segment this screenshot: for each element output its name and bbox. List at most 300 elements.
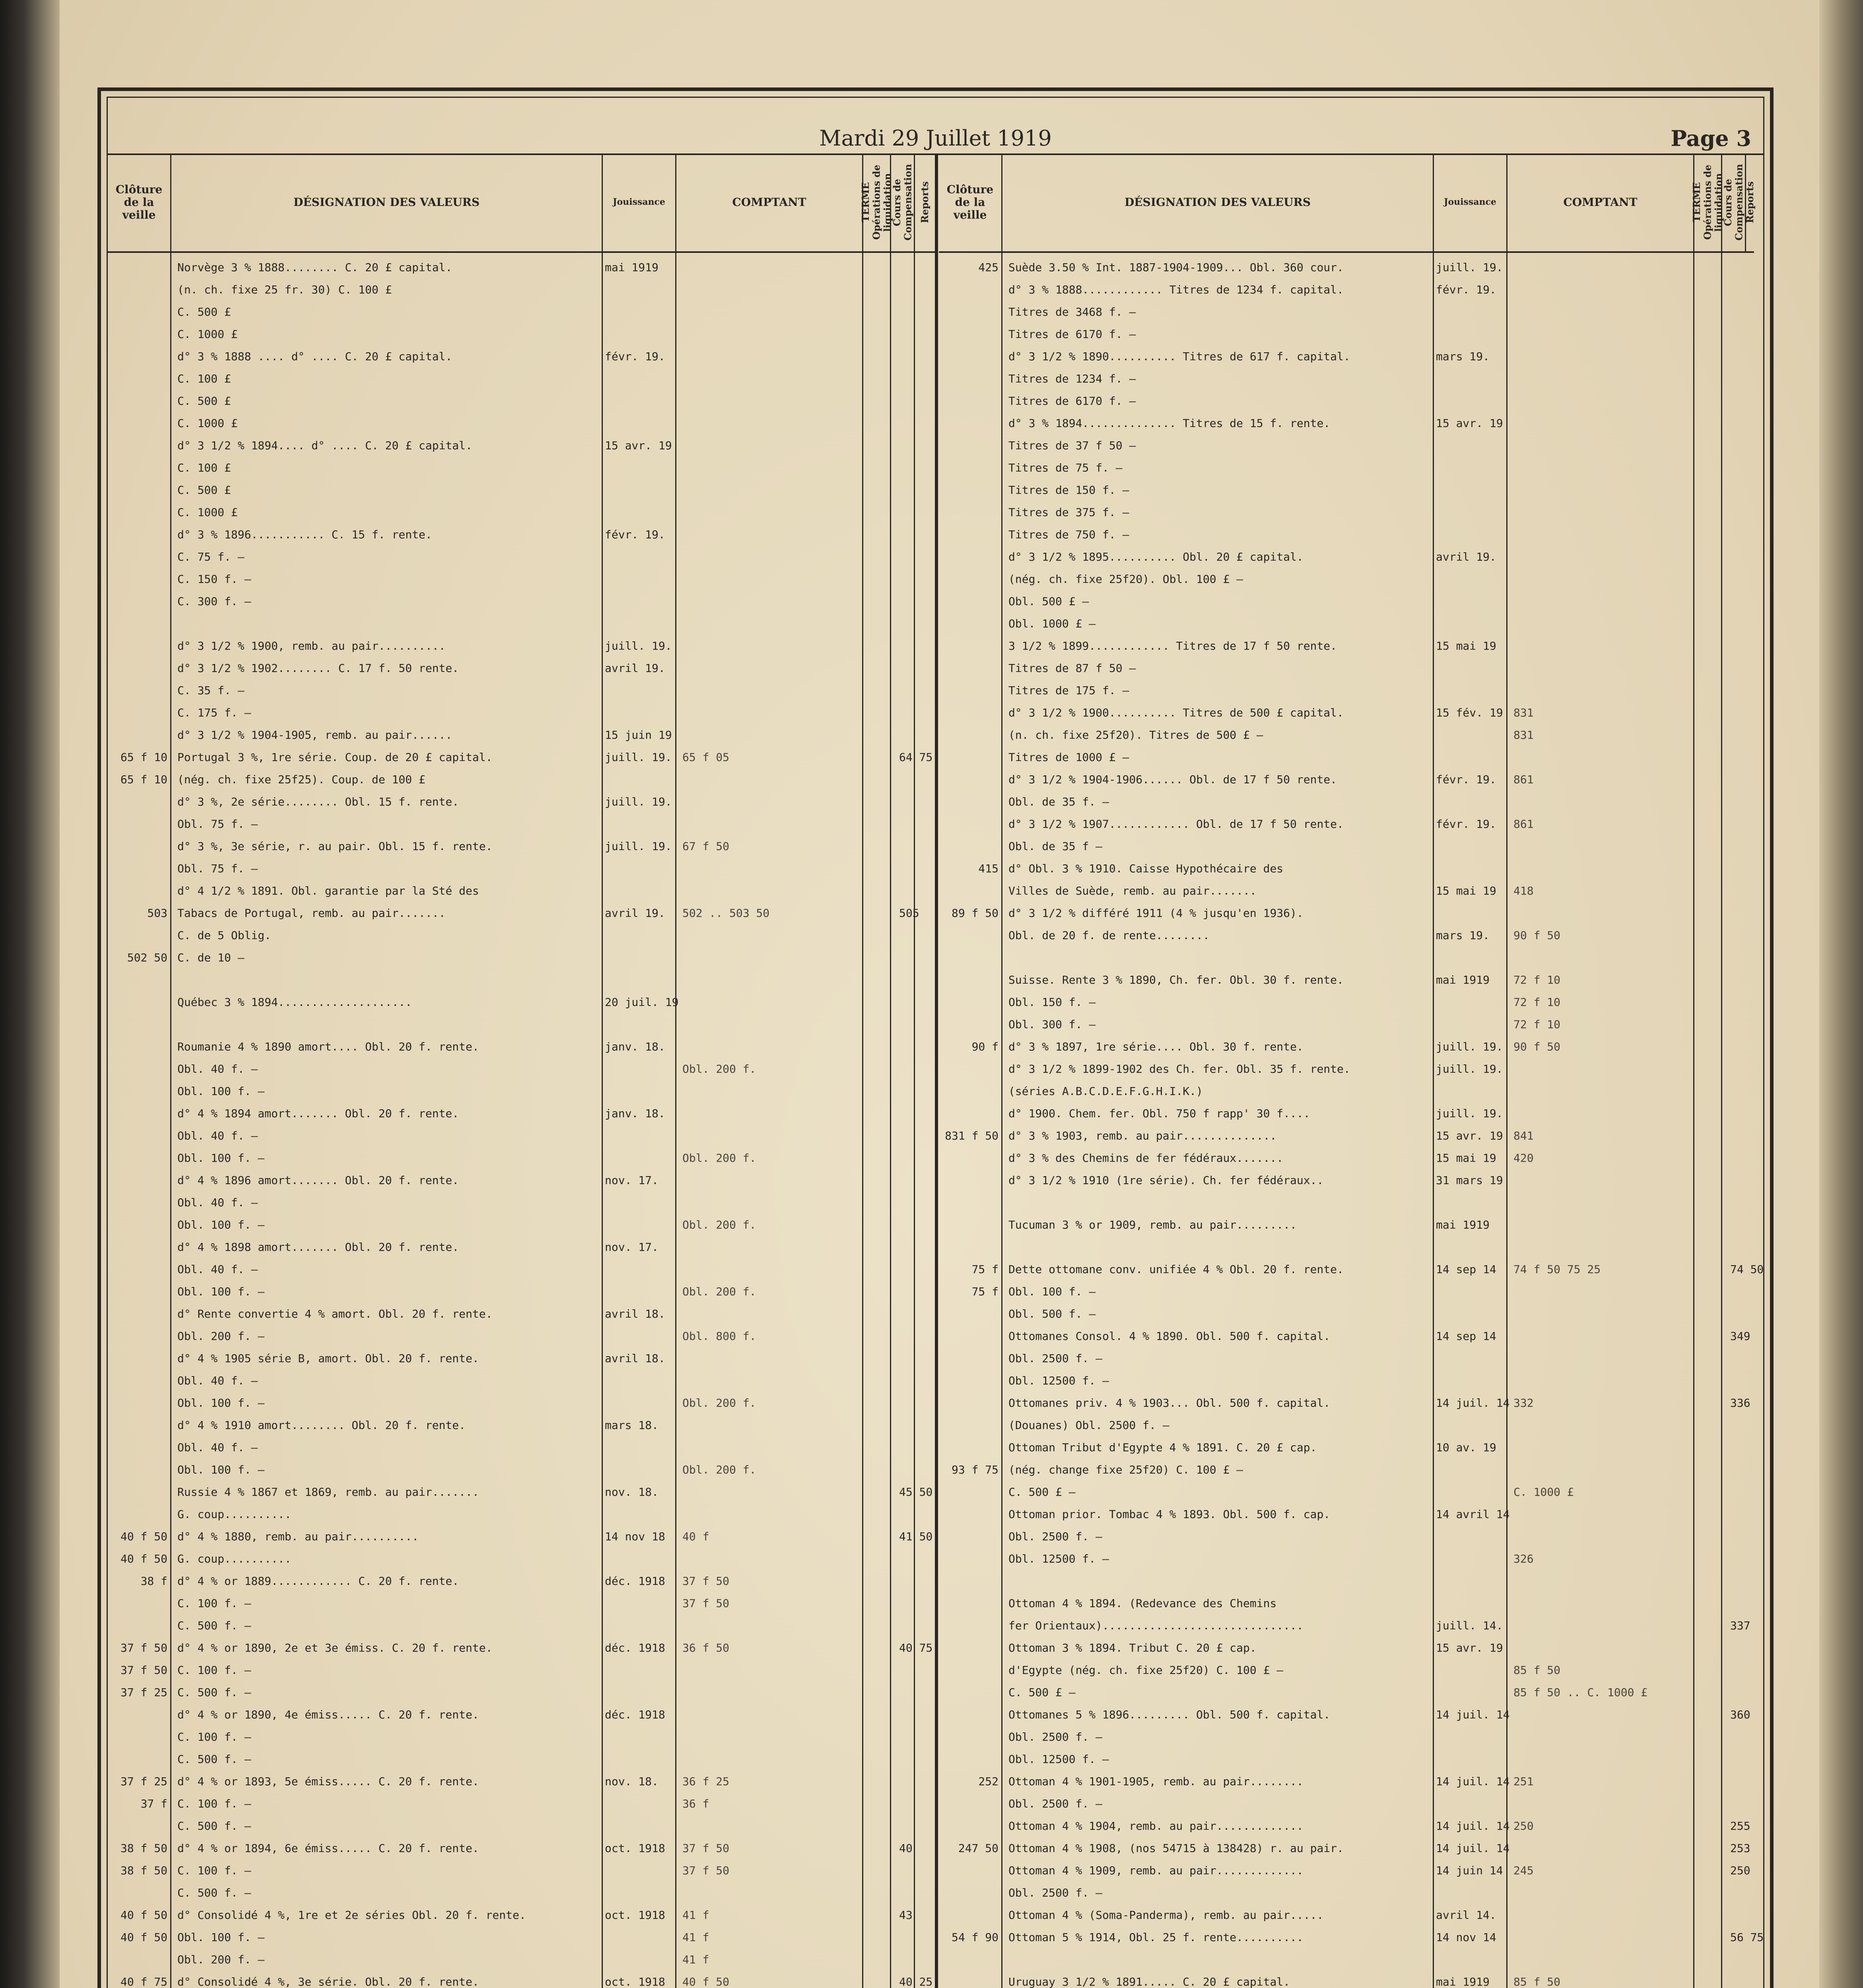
table-row bbox=[108, 1330, 935, 1352]
cell-designation: d° Obl. 3 % 1910. Caisse Hypothécaire des bbox=[1008, 862, 1284, 875]
cell-cloture: 247 50 bbox=[958, 1842, 999, 1855]
cell-comptant: 85 f 50 bbox=[1513, 1664, 1561, 1677]
cell-jouissance: 15 fév. 19 bbox=[1436, 706, 1503, 719]
cell-cloture: 40 f 50 bbox=[120, 1530, 167, 1543]
cell-designation: d° 3 %, 3e série, r. au pair. Obl. 15 f. rente. bbox=[177, 840, 493, 853]
right-column bbox=[939, 153, 1766, 1988]
table-row bbox=[939, 550, 1766, 573]
cell-designation: (séries A.B.C.D.E.F.G.H.I.K.) bbox=[1008, 1085, 1203, 1098]
table-row bbox=[939, 929, 1766, 951]
cell-comptant: 36 f 25 bbox=[682, 1775, 730, 1788]
table-row bbox=[939, 1797, 1766, 1819]
cell-designation: d° 4 % or 1890, 4e émiss..... C. 20 f. rente. bbox=[177, 1708, 479, 1721]
table-row bbox=[939, 394, 1766, 417]
table-row bbox=[108, 840, 935, 862]
table-row bbox=[939, 1908, 1766, 1931]
cell-designation: d° 3 1/2 % 1902........ C. 17 f. 50 rente. bbox=[177, 662, 459, 675]
cell-jouissance: nov. 17. bbox=[605, 1174, 659, 1187]
cell-cloture: 89 f 50 bbox=[951, 907, 999, 920]
table-row bbox=[108, 1886, 935, 1908]
cell-cloture: 252 bbox=[978, 1775, 999, 1788]
cell-compensation: 349 bbox=[1730, 1330, 1750, 1343]
table-row bbox=[939, 261, 1766, 283]
cell-designation: Obl. 300 f. — bbox=[1008, 1018, 1096, 1031]
table-row bbox=[939, 773, 1766, 795]
header-compensation bbox=[1722, 153, 1746, 253]
cell-jouissance: nov. 18. bbox=[605, 1485, 659, 1499]
table-row bbox=[108, 795, 935, 817]
cell-cloture: 425 bbox=[978, 261, 999, 274]
table-row bbox=[939, 1574, 1766, 1597]
cell-designation: d° 3 1/2 % 1894.... d° .... C. 20 £ capital. bbox=[177, 439, 472, 452]
book-binding-left bbox=[0, 0, 60, 1988]
cell-comptant: Obl. 200 f. bbox=[682, 1463, 756, 1476]
page-date: Mardi 29 Juillet 1919 bbox=[819, 126, 1052, 151]
cell-designation: (nég. ch. fixe 25f20). Obl. 100 £ — bbox=[1008, 573, 1243, 586]
table-row bbox=[108, 1285, 935, 1307]
cell-designation: C. 300 f. — bbox=[177, 595, 251, 608]
table-row bbox=[939, 1485, 1766, 1508]
table-row bbox=[108, 1151, 935, 1174]
cell-comptant: 72 f 10 bbox=[1513, 973, 1561, 986]
cell-designation: d° 3 1/2 % 1900, remb. au pair.......... bbox=[177, 639, 446, 652]
header-comptant: COMPTANT bbox=[1507, 153, 1694, 253]
cell-designation: Suisse. Rente 3 % 1890, Ch. fer. Obl. 30 f. rente. bbox=[1008, 973, 1344, 986]
cell-comptant: 41 f bbox=[682, 1931, 709, 1944]
cell-cloture: 503 bbox=[147, 907, 167, 920]
table-row bbox=[108, 773, 935, 795]
cell-jouissance: 20 juil. 19 bbox=[605, 996, 679, 1009]
cell-comptant: 332 bbox=[1513, 1396, 1534, 1409]
cell-designation: Québec 3 % 1894.................... bbox=[177, 996, 412, 1009]
cell-designation: Suède 3.50 % Int. 1887-1904-1909... Obl. 360 cour. bbox=[1008, 261, 1344, 274]
table-row bbox=[939, 1151, 1766, 1174]
table-row bbox=[108, 461, 935, 483]
cell-designation: d° 4 % 1905 série B, amort. Obl. 20 f. rente. bbox=[177, 1352, 479, 1365]
cell-designation: d° 4 % 1896 amort....... Obl. 20 f. rente. bbox=[177, 1174, 459, 1187]
table-row bbox=[108, 1352, 935, 1374]
left-column bbox=[108, 153, 938, 1988]
table-row bbox=[108, 751, 935, 773]
cell-designation: Titres de 1000 £ — bbox=[1008, 751, 1129, 764]
cell-designation: d° 3 1/2 % 1899-1902 des Ch. fer. Obl. 35 f. rente. bbox=[1008, 1062, 1350, 1076]
cell-designation: (Douanes) Obl. 2500 f. — bbox=[1008, 1419, 1169, 1432]
table-row bbox=[939, 1775, 1766, 1797]
cell-designation: Ottoman 4 % 1894. (Redevance des Chemins bbox=[1008, 1597, 1277, 1610]
table-row bbox=[939, 1062, 1766, 1085]
cell-designation: Titres de 6170 f. — bbox=[1008, 328, 1136, 341]
cell-designation: C. 100 f. — bbox=[177, 1864, 251, 1877]
cell-jouissance: mars 19. bbox=[1436, 929, 1490, 942]
table-row bbox=[939, 1330, 1766, 1352]
cell-compensation: 255 bbox=[1730, 1819, 1750, 1833]
cell-jouissance: 15 mai 19 bbox=[1436, 1151, 1496, 1165]
cell-designation: d° 4 % or 1893, 5e émiss..... C. 20 f. rente. bbox=[177, 1775, 479, 1788]
cell-jouissance: avril 19. bbox=[605, 662, 665, 675]
cell-designation: C. 100 £ bbox=[177, 372, 231, 385]
cell-comptant: 40 f 50 bbox=[682, 1975, 730, 1988]
cell-jouissance: déc. 1918 bbox=[605, 1574, 665, 1588]
cell-comptant: Obl. 200 f. bbox=[682, 1218, 756, 1231]
left-listing bbox=[108, 261, 935, 1988]
table-row bbox=[108, 817, 935, 840]
cell-designation: d° 3 % 1888 .... d° .... C. 20 £ capital. bbox=[177, 350, 453, 363]
cell-compensation: 250 bbox=[1730, 1864, 1750, 1877]
table-row bbox=[108, 1552, 935, 1574]
table-row bbox=[108, 1307, 935, 1330]
cell-compensation: 40 25 bbox=[899, 1975, 933, 1988]
cell-designation: Tucuman 3 % or 1909, remb. au pair......... bbox=[1008, 1218, 1297, 1231]
header-compensation-label: Cours de Compensation bbox=[1722, 164, 1745, 241]
table-row bbox=[939, 1552, 1766, 1574]
table-row bbox=[108, 1463, 935, 1485]
table-row bbox=[108, 1062, 935, 1085]
cell-designation: C. 175 f. — bbox=[177, 706, 251, 719]
table-row bbox=[939, 1285, 1766, 1307]
cell-designation: d° 4 % 1898 amort....... Obl. 20 f. rente. bbox=[177, 1241, 459, 1254]
cell-cloture: 38 f 50 bbox=[120, 1842, 167, 1855]
table-row bbox=[939, 1842, 1766, 1864]
cell-comptant: 67 f 50 bbox=[682, 840, 730, 853]
table-row bbox=[939, 350, 1766, 372]
cell-jouissance: mars 19. bbox=[1436, 350, 1490, 363]
header-comptant: COMPTANT bbox=[676, 153, 863, 253]
cell-designation: Obl. 40 f. — bbox=[177, 1441, 258, 1454]
cell-designation: Obl. 75 f. — bbox=[177, 817, 258, 831]
page-number: Page 3 bbox=[1671, 126, 1751, 151]
header-compensation bbox=[891, 153, 915, 253]
cell-designation: d° Consolidé 4 %, 3e série. Obl. 20 f. rente. bbox=[177, 1975, 479, 1988]
cell-designation: C. 500 £ bbox=[177, 394, 231, 408]
cell-designation: (nég. ch. fixe 25f25). Coup. de 100 £ bbox=[177, 773, 425, 786]
cell-designation: C. 500 f. — bbox=[177, 1686, 251, 1699]
cell-compensation: 56 75 bbox=[1730, 1931, 1764, 1944]
cell-designation: d° 3 1/2 % 1900.......... Titres de 500 £ capital. bbox=[1008, 706, 1344, 719]
table-row bbox=[108, 662, 935, 684]
table-row bbox=[108, 1196, 935, 1218]
cell-designation: d° 3 % des Chemins de fer fédéraux....... bbox=[1008, 1151, 1284, 1165]
cell-jouissance: 15 avr. 19 bbox=[1436, 1641, 1503, 1654]
table-row bbox=[108, 728, 935, 751]
cell-designation: Obl. 100 f. — bbox=[177, 1218, 265, 1231]
table-row bbox=[108, 1908, 935, 1931]
cell-comptant: 841 bbox=[1513, 1129, 1534, 1142]
table-row bbox=[939, 1730, 1766, 1753]
cell-designation: (n. ch. fixe 25 fr. 30) C. 100 £ bbox=[177, 283, 392, 296]
cell-jouissance: avril 19. bbox=[1436, 550, 1496, 563]
table-row bbox=[939, 1441, 1766, 1463]
table-row bbox=[108, 1797, 935, 1819]
cell-designation: Ottoman 3 % 1894. Tribut C. 20 £ cap. bbox=[1008, 1641, 1257, 1654]
cell-jouissance: 14 juil. 14 bbox=[1436, 1775, 1510, 1788]
cell-designation: d° 3 1/2 % 1904-1905, remb. au pair...... bbox=[177, 728, 453, 742]
table-row bbox=[939, 328, 1766, 350]
table-row bbox=[939, 706, 1766, 728]
table-row bbox=[108, 996, 935, 1018]
table-row bbox=[108, 350, 935, 372]
table-row bbox=[939, 884, 1766, 907]
header-cloture: Clôture de la veille bbox=[939, 153, 1002, 253]
cell-jouissance: avril 18. bbox=[605, 1352, 665, 1365]
table-row bbox=[108, 1441, 935, 1463]
cell-designation: C. 100 f. — bbox=[177, 1597, 251, 1610]
table-row bbox=[939, 684, 1766, 706]
table-row bbox=[939, 1040, 1766, 1062]
table-row bbox=[939, 1018, 1766, 1040]
cell-compensation: 41 50 bbox=[899, 1530, 933, 1543]
table-row bbox=[108, 1686, 935, 1708]
table-row bbox=[108, 328, 935, 350]
cell-cloture: 93 f 75 bbox=[951, 1463, 999, 1476]
table-row bbox=[939, 1352, 1766, 1374]
cell-cloture: 40 f 75 bbox=[120, 1975, 167, 1988]
cell-designation: d° 4 1/2 % 1891. Obl. garantie par la Sté des bbox=[177, 884, 479, 897]
table-row bbox=[939, 1708, 1766, 1730]
cell-designation: d° 3 % 1894.............. Titres de 15 f. rente. bbox=[1008, 417, 1331, 430]
cell-designation: C. 35 f. — bbox=[177, 684, 245, 697]
cell-designation: Norvège 3 % 1888........ C. 20 £ capital. bbox=[177, 261, 453, 274]
cell-designation: d° 3 % 1888............ Titres de 1234 f. capital. bbox=[1008, 283, 1344, 296]
cell-designation: Obl. 75 f. — bbox=[177, 862, 258, 875]
table-row bbox=[108, 1931, 935, 1953]
cell-designation: Obl. de 20 f. de rente........ bbox=[1008, 929, 1210, 942]
cell-cloture: 40 f 50 bbox=[120, 1931, 167, 1944]
header-terme bbox=[1691, 153, 1725, 253]
cell-jouissance: juill. 14. bbox=[1436, 1619, 1503, 1632]
cell-cloture: 37 f bbox=[140, 1797, 167, 1810]
cell-comptant: 861 bbox=[1513, 773, 1534, 786]
cell-designation: Titres de 1234 f. — bbox=[1008, 372, 1136, 385]
table-row bbox=[939, 751, 1766, 773]
table-row bbox=[108, 417, 935, 439]
cell-jouissance: juill. 19. bbox=[1436, 261, 1503, 274]
cell-jouissance: 10 av. 19 bbox=[1436, 1441, 1496, 1454]
table-row bbox=[939, 461, 1766, 483]
cell-cloture: 38 f bbox=[140, 1574, 167, 1588]
cell-compensation: 253 bbox=[1730, 1842, 1750, 1855]
table-row bbox=[939, 639, 1766, 662]
cell-cloture: 54 f 90 bbox=[951, 1931, 999, 1944]
header-reports-label: Reports bbox=[919, 181, 931, 223]
cell-designation: Titres de 37 f 50 — bbox=[1008, 439, 1136, 452]
cell-designation: Russie 4 % 1867 et 1869, remb. au pair....... bbox=[177, 1485, 479, 1499]
table-row bbox=[939, 483, 1766, 506]
table-row bbox=[108, 639, 935, 662]
cell-designation: Obl. 100 f. — bbox=[177, 1085, 265, 1098]
cell-designation: d° Rente convertie 4 % amort. Obl. 20 f. rente. bbox=[177, 1307, 493, 1320]
cell-designation: Obl. 1000 £ — bbox=[1008, 617, 1096, 630]
cell-comptant: 90 f 50 bbox=[1513, 929, 1561, 942]
table-row bbox=[108, 483, 935, 506]
cell-designation: Titres de 175 f. — bbox=[1008, 684, 1129, 697]
table-row bbox=[939, 439, 1766, 461]
table-row bbox=[108, 706, 935, 728]
cell-jouissance: 14 nov 14 bbox=[1436, 1931, 1496, 1944]
cell-designation: C. 500 f. — bbox=[177, 1753, 251, 1766]
cell-designation: C. 100 f. — bbox=[177, 1730, 251, 1743]
cell-designation: C. 1000 £ bbox=[177, 506, 238, 519]
table-row bbox=[939, 795, 1766, 817]
cell-designation: Obl. 2500 f. — bbox=[1008, 1352, 1103, 1365]
cell-designation: d° 3 1/2 % 1890.......... Titres de 617 f. capital. bbox=[1008, 350, 1350, 363]
cell-designation: Dette ottomane conv. unifiée 4 % Obl. 20 f. rente. bbox=[1008, 1263, 1344, 1276]
table-row bbox=[939, 1753, 1766, 1775]
cell-designation: Titres de 150 f. — bbox=[1008, 483, 1129, 497]
book-binding-right bbox=[1819, 0, 1863, 1988]
cell-designation: d° 4 % 1894 amort....... Obl. 20 f. rente. bbox=[177, 1107, 459, 1120]
cell-cloture: 65 f 10 bbox=[120, 773, 167, 786]
cell-designation: C. 1000 £ bbox=[177, 328, 238, 341]
table-row bbox=[108, 1730, 935, 1753]
cell-comptant: Obl. 200 f. bbox=[682, 1396, 756, 1409]
cell-comptant: 418 bbox=[1513, 884, 1534, 897]
cell-comptant: 420 bbox=[1513, 1151, 1534, 1165]
cell-designation: d° 3 % 1897, 1re série.... Obl. 30 f. rente. bbox=[1008, 1040, 1304, 1053]
cell-cloture: 75 f bbox=[971, 1263, 999, 1276]
cell-cloture: 90 f bbox=[971, 1040, 999, 1053]
cell-jouissance: 15 juin 19 bbox=[605, 728, 672, 742]
table-row bbox=[939, 283, 1766, 305]
cell-cloture: 37 f 25 bbox=[120, 1775, 167, 1788]
cell-jouissance: oct. 1918 bbox=[605, 1842, 665, 1855]
cell-designation: d° 4 % or 1889............ C. 20 f. rente. bbox=[177, 1574, 459, 1588]
cell-jouissance: juill. 19. bbox=[605, 751, 672, 764]
table-row bbox=[108, 1574, 935, 1597]
cell-designation: Ottoman 4 % (Soma-Panderma), remb. au pair..... bbox=[1008, 1908, 1324, 1922]
table-row bbox=[939, 1953, 1766, 1975]
table-row bbox=[108, 283, 935, 305]
cell-jouissance: 14 juil. 14 bbox=[1436, 1842, 1510, 1855]
cell-jouissance: juill. 19. bbox=[1436, 1107, 1503, 1120]
cell-comptant: 41 f bbox=[682, 1953, 709, 1966]
cell-jouissance: nov. 17. bbox=[605, 1241, 659, 1254]
cell-designation: Obl. 500 f. — bbox=[1008, 1307, 1096, 1320]
cell-designation: Obl. 2500 f. — bbox=[1008, 1797, 1103, 1810]
cell-designation: d° 1900. Chem. fer. Obl. 750 f rapp' 30 f.... bbox=[1008, 1107, 1310, 1120]
cell-jouissance: 31 mars 19 bbox=[1436, 1174, 1503, 1187]
cell-comptant: 90 f 50 bbox=[1513, 1040, 1561, 1053]
cell-designation: Obl. 200 f. — bbox=[177, 1953, 265, 1966]
cell-jouissance: mai 1919 bbox=[1436, 1218, 1490, 1231]
cell-compensation: 45 50 bbox=[899, 1485, 933, 1499]
cell-jouissance: 14 sep 14 bbox=[1436, 1263, 1496, 1276]
table-row bbox=[108, 1597, 935, 1619]
cell-designation: d° 3 %, 2e série........ Obl. 15 f. rente. bbox=[177, 795, 459, 808]
cell-designation: fer Orientaux).............................. bbox=[1008, 1619, 1304, 1632]
table-row bbox=[939, 951, 1766, 973]
table-row bbox=[108, 1530, 935, 1552]
cell-jouissance: oct. 1918 bbox=[605, 1975, 665, 1988]
cell-jouissance: juill. 19. bbox=[605, 840, 672, 853]
cell-designation: d° 3 1/2 % différé 1911 (4 % jusqu'en 1936). bbox=[1008, 907, 1304, 920]
table-row bbox=[939, 1819, 1766, 1842]
cell-designation: Ottoman 4 % 1909, remb. au pair............. bbox=[1008, 1864, 1304, 1877]
table-row bbox=[108, 862, 935, 884]
table-row bbox=[939, 417, 1766, 439]
cell-designation: d° 3 1/2 % 1895.......... Obl. 20 £ capital. bbox=[1008, 550, 1304, 563]
table-row bbox=[939, 1641, 1766, 1664]
cell-designation: d° 3 1/2 % 1904-1906...... Obl. de 17 f 50 rente. bbox=[1008, 773, 1337, 786]
cell-designation: Obl. 40 f. — bbox=[177, 1062, 258, 1076]
cell-compensation: 336 bbox=[1730, 1396, 1750, 1409]
cell-designation: d° 4 % or 1894, 6e émiss..... C. 20 f. rente. bbox=[177, 1842, 479, 1855]
table-row bbox=[939, 1129, 1766, 1151]
cell-comptant: 245 bbox=[1513, 1864, 1534, 1877]
cell-designation: Obl. 150 f. — bbox=[1008, 996, 1096, 1009]
table-row bbox=[939, 1419, 1766, 1441]
table-row bbox=[108, 1174, 935, 1196]
table-row bbox=[939, 1664, 1766, 1686]
table-row bbox=[939, 1686, 1766, 1708]
table-row bbox=[108, 506, 935, 528]
cell-comptant: 37 f 50 bbox=[682, 1574, 730, 1588]
cell-jouissance: 14 juil. 14 bbox=[1436, 1396, 1510, 1409]
table-row bbox=[108, 439, 935, 461]
cell-cloture: 38 f 50 bbox=[120, 1864, 167, 1877]
cell-jouissance: déc. 1918 bbox=[605, 1708, 665, 1721]
cell-comptant: 85 f 50 .. C. 1000 £ bbox=[1513, 1686, 1648, 1699]
cell-jouissance: janv. 18. bbox=[605, 1107, 665, 1120]
cell-cloture: 37 f 25 bbox=[120, 1686, 167, 1699]
cell-designation: C. 100 £ bbox=[177, 461, 231, 474]
cell-designation: Obl. 40 f. — bbox=[177, 1263, 258, 1276]
table-row bbox=[108, 261, 935, 283]
cell-designation: (nég. change fixe 25f20) C. 100 £ — bbox=[1008, 1463, 1243, 1476]
table-row bbox=[939, 573, 1766, 595]
cell-jouissance: mai 1919 bbox=[605, 261, 659, 274]
cell-designation: d° 4 % 1880, remb. au pair.......... bbox=[177, 1530, 419, 1543]
table-row bbox=[939, 1196, 1766, 1218]
cell-compensation: 64 75 bbox=[899, 751, 933, 764]
table-row bbox=[108, 1775, 935, 1797]
table-row bbox=[939, 1508, 1766, 1530]
cell-designation: Obl. 12500 f. — bbox=[1008, 1753, 1109, 1766]
table-row bbox=[108, 1819, 935, 1842]
cell-comptant: C. 1000 £ bbox=[1513, 1485, 1574, 1499]
cell-designation: Ottomanes 5 % 1896......... Obl. 500 f. capital. bbox=[1008, 1708, 1331, 1721]
cell-designation: Titres de 87 f 50 — bbox=[1008, 662, 1136, 675]
table-row bbox=[939, 1085, 1766, 1107]
table-row bbox=[939, 728, 1766, 751]
cell-designation: C. de 10 — bbox=[177, 951, 245, 964]
cell-comptant: 74 f 50 75 25 bbox=[1513, 1263, 1601, 1276]
cell-comptant: 40 f bbox=[682, 1530, 709, 1543]
table-row bbox=[108, 1419, 935, 1441]
cell-compensation: 43 bbox=[899, 1908, 913, 1922]
header-terme-label: TERME Opérations de liquidation bbox=[1691, 165, 1725, 240]
cell-compensation: 360 bbox=[1730, 1708, 1750, 1721]
cell-designation: Obl. de 35 f. — bbox=[1008, 795, 1109, 808]
cell-designation: Ottoman 4 % 1908, (nos 54715 à 138428) r. au pair. bbox=[1008, 1842, 1344, 1855]
cell-designation: d° 3 1/2 % 1910 (1re série). Ch. fer fédéraux.. bbox=[1008, 1174, 1324, 1187]
cell-designation: Obl. 2500 f. — bbox=[1008, 1886, 1103, 1899]
cell-designation: G. coup.......... bbox=[177, 1508, 291, 1521]
cell-comptant: 861 bbox=[1513, 817, 1534, 831]
cell-jouissance: 15 avr. 19 bbox=[605, 439, 672, 452]
cell-designation: d° 3 % 1896........... C. 15 f. rente. bbox=[177, 528, 432, 541]
cell-jouissance: 14 avril 14 bbox=[1436, 1508, 1510, 1521]
cell-cloture: 40 f 50 bbox=[120, 1552, 167, 1565]
cell-designation: d'Egypte (nég. ch. fixe 25f20) C. 100 £ — bbox=[1008, 1664, 1284, 1677]
cell-comptant: 831 bbox=[1513, 728, 1534, 742]
cell-comptant: 72 f 10 bbox=[1513, 1018, 1561, 1031]
table-row bbox=[108, 394, 935, 417]
cell-designation: Obl. 2500 f. — bbox=[1008, 1730, 1103, 1743]
cell-designation: Obl. 2500 f. — bbox=[1008, 1530, 1103, 1543]
table-row bbox=[108, 1953, 935, 1975]
cell-designation: Titres de 375 f. — bbox=[1008, 506, 1129, 519]
table-row bbox=[108, 1263, 935, 1285]
